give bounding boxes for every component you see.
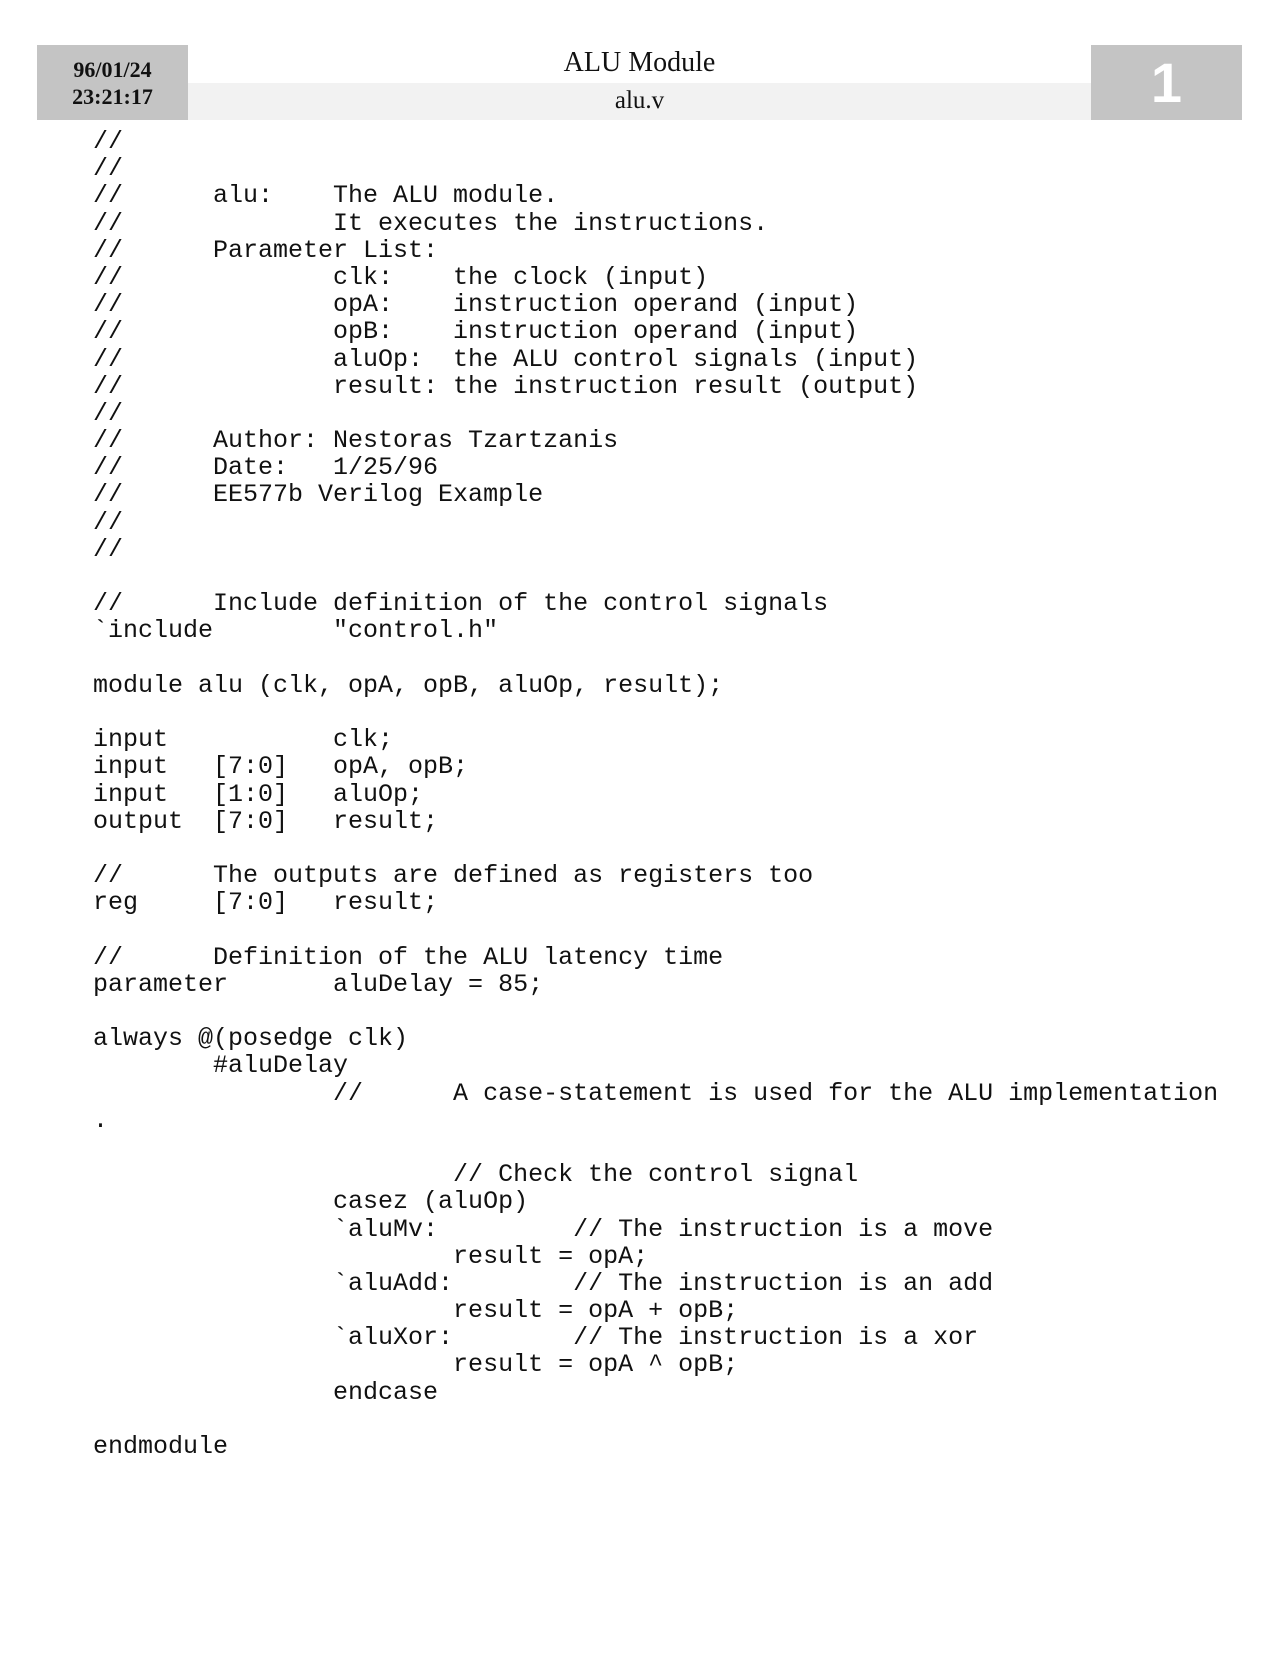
code-line: // (93, 127, 124, 156)
code-line: endcase (93, 1377, 439, 1407)
code-line: // (93, 154, 124, 184)
code-line: #aluDelay (93, 1051, 349, 1081)
code-line (93, 1406, 1218, 1433)
code-line: always @(posedge clk) (93, 1024, 409, 1054)
code-line: // A case-statement is used for the ALU implementation (93, 1078, 1219, 1108)
code-line: module alu (clk, opA, opB, aluOp, result); (93, 670, 724, 700)
code-line: input clk; (93, 725, 394, 755)
code-line: casez (aluOp) (93, 1187, 529, 1217)
code-line: parameter aluDelay = 85; (93, 969, 544, 999)
code-line: // clk: the clock (input) (93, 262, 709, 292)
page-number: 1 (1091, 45, 1242, 120)
code-line: // Definition of the ALU latency time (93, 942, 724, 972)
code-line: result = opA + opB; (93, 1296, 739, 1326)
code-line: // (93, 398, 124, 428)
timestamp-box (37, 45, 188, 120)
code-line: // opB: instruction operand (input) (93, 317, 859, 347)
code-line: // result: the instruction result (output) (93, 371, 919, 401)
code-line: // Author: Nestoras Tzartzanis (93, 426, 619, 456)
code-line: `aluMv: // The instruction is a move (93, 1214, 994, 1244)
code-line: `aluAdd: // The instruction is an add (93, 1268, 994, 1298)
print-date: 96/01/24 (73, 57, 152, 82)
code-line: reg [7:0] result; (93, 888, 439, 918)
module-title: ALU Module (563, 47, 716, 78)
code-line: // The outputs are defined as registers too (93, 861, 814, 891)
code-line: input [1:0] aluOp; (93, 779, 424, 809)
code-line: // aluOp: the ALU control signals (input) (93, 344, 919, 374)
code-line (93, 835, 1218, 862)
code-line: `aluXor: // The instruction is a xor (93, 1323, 979, 1353)
code-line: . (93, 1105, 109, 1135)
file-name: alu.v (614, 87, 665, 114)
code-line (93, 699, 1218, 726)
code-line: result = opA; (93, 1241, 649, 1271)
code-line (93, 645, 1218, 672)
code-line: // (93, 507, 124, 537)
source-code (93, 128, 1218, 1460)
code-line: // It executes the instructions. (93, 208, 769, 238)
code-line: input [7:0] opA, opB; (93, 752, 469, 782)
code-line: // Parameter List: (93, 235, 439, 265)
page-header (37, 45, 1242, 120)
code-line: output [7:0] result; (93, 806, 439, 836)
code-line: // Check the control signal (93, 1160, 859, 1190)
code-line: // EE577b Verilog Example (93, 480, 544, 510)
code-line (93, 916, 1218, 943)
code-line: `include "control.h" (93, 616, 499, 646)
code-line: // alu: The ALU module. (93, 181, 559, 211)
code-line: endmodule (93, 1432, 229, 1461)
code-line: result = opA ^ opB; (93, 1350, 739, 1380)
code-line: // Include definition of the control signals (93, 589, 829, 619)
code-line: // Date: 1/25/96 (93, 453, 439, 483)
code-line (93, 998, 1218, 1025)
code-line: // (93, 534, 124, 564)
print-time: 23:21:17 (72, 84, 153, 109)
code-line (93, 1134, 1218, 1161)
code-line (93, 563, 1218, 590)
code-line: // opA: instruction operand (input) (93, 290, 859, 320)
